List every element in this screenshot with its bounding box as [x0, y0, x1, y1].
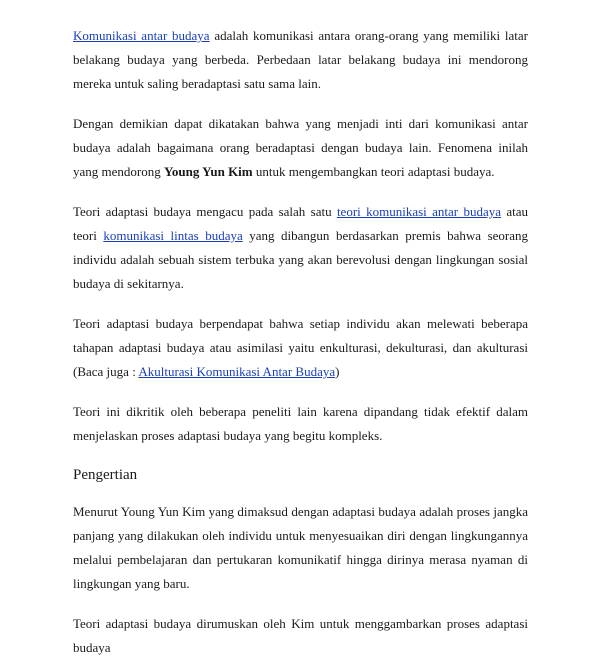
section-heading: Pengertian [73, 467, 138, 483]
paragraph-1-text: adalah komunikasi antara orang-orang yang memiliki latar belakang budaya yang berbeda. Perbedaan latar belakang budaya ini mendorong mereka untuk saling beradaptasi satu sama lain. [73, 28, 528, 91]
paragraph-3-text-b: atau teori [73, 204, 528, 243]
paragraph-4 [73, 312, 528, 384]
paragraph-2-text: Dengan demikian dapat dikatakan bahwa yang menjadi inti dari komunikasi antar budaya adalah bagaimana orang beradaptasi dengan budaya lain. Fenomena inilah yang mendorong [73, 116, 528, 179]
paragraph-1 [73, 24, 528, 96]
paragraph-5 [73, 400, 528, 448]
link-akulturasi-komunikasi[interactable]: Akulturasi Komunikasi Antar Budaya [138, 364, 336, 379]
paragraph-3 [73, 200, 528, 296]
paragraph-4-text: Teori adaptasi budaya berpendapat bahwa setiap individu akan melewati beberapa tahapan adaptasi budaya atau asimilasi yaitu enkulturasi, dekulturasi, dan akulturasi (Baca juga : [73, 316, 528, 379]
article-body [73, 24, 528, 660]
link-komunikasi-lintas-budaya[interactable]: komunikasi lintas budaya [103, 228, 243, 243]
paragraph-6-text: Menurut Young Yun Kim yang dimaksud dengan adaptasi budaya adalah proses jangka panjang yang dilakukan oleh individu untuk menyesuaikan diri dengan lingkungannya melalui pembelajaran dan pertukaran komunikatif hingga dirinya merasa nyaman di lingkungan yang baru. [73, 504, 528, 591]
paragraph-4-text-end: ) [335, 364, 340, 379]
paragraph-2 [73, 112, 528, 184]
paragraph-5-text: Teori ini dikritik oleh beberapa peneliti lain karena dipandang tidak efektif dalam menjelaskan proses adaptasi budaya yang begitu kompleks. [73, 404, 528, 443]
link-komunikasi-antar-budaya[interactable]: Komunikasi antar budaya [73, 28, 210, 43]
paragraph-3-text-a: Teori adaptasi budaya mengacu pada salah satu [73, 204, 337, 219]
author-name: Young Yun Kim [163, 164, 253, 179]
paragraph-3-text-c: yang dibangun berdasarkan premis bahwa seorang individu adalah sebuah sistem terbuka yang akan berevolusi dengan lingkungan sosial budaya di sekitarnya. [73, 228, 529, 291]
link-teori-komunikasi-antar-budaya[interactable]: teori komunikasi antar budaya [336, 204, 501, 219]
paragraph-7-text: Teori adaptasi budaya dirumuskan oleh Kim untuk menggambarkan proses adaptasi budaya [73, 616, 528, 655]
paragraph-6 [73, 500, 528, 596]
paragraph-2-text-end: untuk mengembangkan teori adaptasi budaya. [252, 164, 495, 179]
paragraph-7 [73, 612, 528, 660]
